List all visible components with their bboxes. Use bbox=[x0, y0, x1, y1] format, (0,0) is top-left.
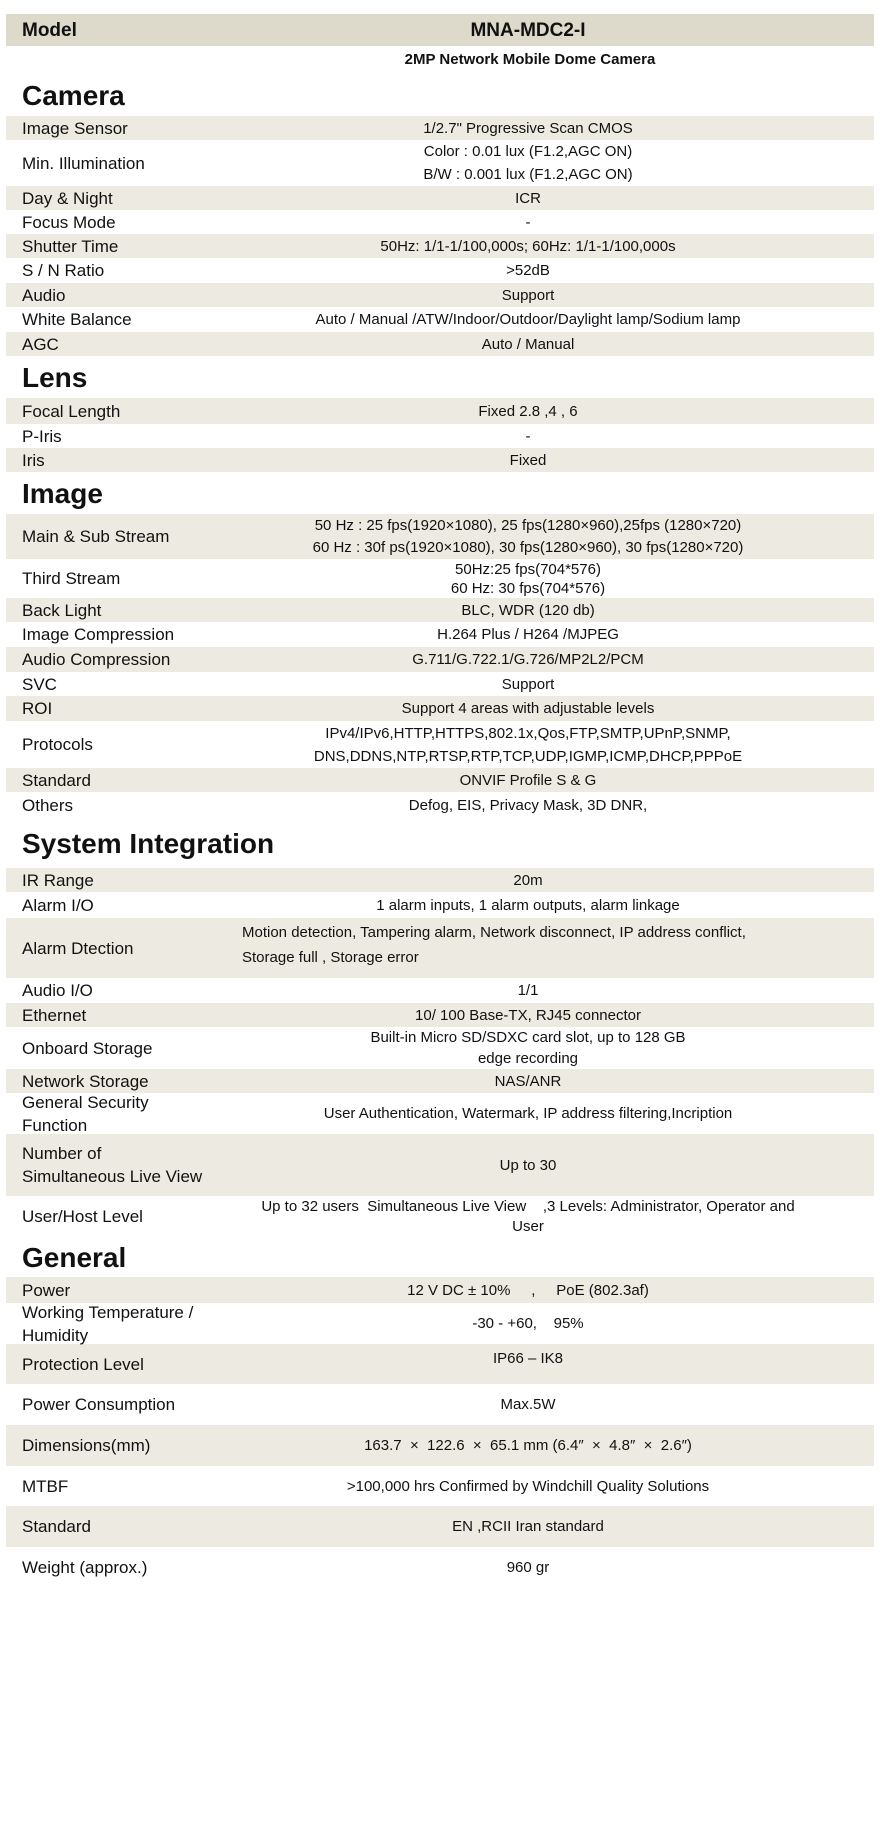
spec-value-line: >100,000 hrs Confirmed by Windchill Quality Solutions bbox=[346, 1477, 710, 1495]
spec-label: S / N Ratio bbox=[22, 261, 105, 280]
spec-label: Iris bbox=[22, 450, 45, 470]
spec-label: Standard bbox=[22, 1517, 91, 1536]
spec-value-line: 1/2.7" Progressive Scan CMOS bbox=[423, 119, 633, 137]
spec-value-line: Color : 0.01 lux (F1.2,AGC ON) bbox=[423, 143, 633, 160]
spec-value bbox=[206, 647, 874, 672]
spec-value bbox=[206, 918, 874, 970]
model-row bbox=[6, 14, 874, 46]
spec-row-audio-compression bbox=[6, 647, 874, 672]
spec-label: Back Light bbox=[22, 600, 102, 620]
spec-row-user-host-level bbox=[6, 1196, 874, 1237]
spec-row-dimensions-mm bbox=[6, 1425, 874, 1466]
spec-row-alarm-dtection bbox=[6, 918, 874, 978]
section-title-camera: Camera bbox=[22, 80, 125, 111]
spec-row-svc bbox=[6, 672, 874, 696]
spec-row-white-balance bbox=[6, 307, 874, 332]
spec-value-line: 60 Hz : 30f ps(1920×1080), 30 fps(1280×960), 30 fps(1280×720) bbox=[312, 538, 744, 556]
spec-value bbox=[206, 793, 874, 818]
spec-label: Audio bbox=[22, 285, 66, 305]
spec-value bbox=[206, 399, 874, 424]
spec-label: Focus Mode bbox=[22, 212, 116, 232]
spec-row-standard bbox=[6, 1506, 874, 1547]
spec-value bbox=[206, 1474, 874, 1499]
spec-label: Others bbox=[22, 795, 74, 815]
spec-value-line: Storage full , Storage error bbox=[242, 949, 419, 966]
spec-value bbox=[206, 1027, 874, 1069]
section-title-image: Image bbox=[22, 478, 103, 509]
spec-value-line: G.711/G.722.1/G.726/MP2L2/PCM bbox=[412, 651, 644, 668]
spec-row-standard bbox=[6, 768, 874, 792]
spec-label: Image Sensor bbox=[22, 118, 128, 138]
spec-value bbox=[206, 1278, 874, 1303]
spec-row-s-n-ratio bbox=[6, 258, 874, 283]
spec-label: Third Stream bbox=[22, 569, 121, 588]
spec-value bbox=[206, 1197, 874, 1237]
spec-value bbox=[206, 598, 874, 623]
spec-label: Min. Illumination bbox=[22, 153, 145, 173]
spec-value-line: Fixed bbox=[509, 451, 547, 469]
spec-value-line: -30 - +60, 95% bbox=[472, 1315, 584, 1332]
spec-value-line: >52dB bbox=[506, 262, 550, 279]
spec-value-line: 50Hz:25 fps(704*576) bbox=[455, 560, 601, 578]
spec-label: SVC bbox=[22, 674, 57, 694]
spec-row-onboard-storage bbox=[6, 1027, 874, 1069]
spec-value-line: - bbox=[525, 427, 531, 445]
spec-value-line: - bbox=[525, 213, 531, 231]
spec-value bbox=[206, 1514, 874, 1539]
spec-label: Working Temperature / Humidity bbox=[22, 1302, 194, 1345]
spec-value-line: 1 alarm inputs, 1 alarm outputs, alarm linkage bbox=[376, 896, 680, 914]
spec-value bbox=[206, 978, 874, 1003]
spec-value bbox=[206, 1101, 874, 1126]
spec-value bbox=[206, 893, 874, 918]
model-value: MNA-MDC2-I bbox=[470, 19, 586, 41]
spec-value-line: IPv4/IPv6,HTTP,HTTPS,802.1x,Qos,FTP,SMTP,UPnP,SNMP, bbox=[325, 724, 731, 742]
spec-value-line: User Authentication, Watermark, IP address filtering,Incription bbox=[323, 1105, 733, 1122]
spec-value bbox=[206, 186, 874, 211]
spec-value-line: Motion detection, Tampering alarm, Network disconnect, IP address conflict, bbox=[242, 924, 746, 941]
spec-value bbox=[206, 234, 874, 259]
spec-value-line: Auto / Manual bbox=[481, 335, 575, 353]
spec-value-line: EN ,RCII Iran standard bbox=[452, 1518, 604, 1535]
spec-row-audio-i-o bbox=[6, 978, 874, 1003]
spec-value bbox=[206, 1433, 874, 1458]
spec-row-working-temperature-humidity bbox=[6, 1303, 874, 1344]
spec-value bbox=[206, 140, 874, 186]
spec-value bbox=[206, 307, 874, 332]
spec-value-line: 12 V DC ± 10% , PoE (802.3af) bbox=[407, 1281, 649, 1299]
spec-label: General Security Function bbox=[22, 1092, 149, 1135]
spec-value-line: Up to 32 users Simultaneous Live View ,3 Levels: Administrator, Operator and bbox=[261, 1197, 795, 1215]
spec-row-iris bbox=[6, 448, 874, 472]
spec-label: Day & Night bbox=[22, 188, 113, 208]
spec-value bbox=[206, 672, 874, 697]
spec-label: Focal Length bbox=[22, 401, 121, 421]
spec-value bbox=[206, 622, 874, 647]
spec-value-line: 163.7 × 122.6 × 65.1 mm (6.4″ × 4.8″ × 2.6″) bbox=[364, 1437, 692, 1454]
spec-label: White Balance bbox=[22, 310, 132, 329]
spec-row-general-security-function bbox=[6, 1093, 874, 1134]
spec-label: Protection Level bbox=[22, 1354, 144, 1374]
spec-value-line: IP66 – IK8 bbox=[492, 1350, 564, 1367]
spec-label: Standard bbox=[22, 770, 91, 790]
spec-label: Audio Compression bbox=[22, 650, 171, 669]
spec-value-line: 10/ 100 Base-TX, RJ45 connector bbox=[415, 1006, 641, 1024]
spec-value bbox=[206, 424, 874, 449]
spec-value bbox=[206, 210, 874, 235]
spec-value bbox=[206, 1311, 874, 1336]
spec-row-alarm-i-o bbox=[6, 892, 874, 918]
section-title-general: General bbox=[22, 1242, 127, 1273]
spec-label: Protocols bbox=[22, 735, 93, 754]
spec-row-mtbf bbox=[6, 1466, 874, 1506]
spec-row-p-iris bbox=[6, 424, 874, 448]
spec-value bbox=[206, 722, 874, 768]
section-title-lens: Lens bbox=[22, 362, 88, 393]
spec-row-power bbox=[6, 1277, 874, 1303]
spec-value-line: Up to 30 bbox=[499, 1156, 557, 1174]
spec-value-line: Built-in Micro SD/SDXC card slot, up to 128 GB bbox=[370, 1029, 686, 1046]
spec-value-line: Fixed 2.8 ,4 , 6 bbox=[478, 402, 578, 420]
section-title-system-integration: System Integration bbox=[22, 828, 275, 859]
spec-row-ethernet bbox=[6, 1003, 874, 1027]
spec-row-ir-range bbox=[6, 868, 874, 892]
spec-label: Alarm I/O bbox=[22, 895, 94, 915]
spec-value-line: 50Hz: 1/1-1/100,000s; 60Hz: 1/1-1/100,000s bbox=[380, 237, 676, 255]
spec-value-line: H.264 Plus / H264 /MJPEG bbox=[437, 626, 619, 643]
spec-value-line: BLC, WDR (120 db) bbox=[461, 601, 595, 619]
spec-row-image-sensor bbox=[6, 116, 874, 140]
spec-value bbox=[206, 116, 874, 141]
spec-row-focal-length bbox=[6, 398, 874, 424]
spec-value bbox=[206, 1003, 874, 1028]
spec-value bbox=[206, 768, 874, 793]
spec-sections bbox=[6, 74, 874, 1587]
spec-value-line: ONVIF Profile S & G bbox=[459, 771, 597, 789]
spec-row-roi bbox=[6, 696, 874, 721]
spec-value bbox=[206, 283, 874, 308]
spec-row-third-stream bbox=[6, 559, 874, 598]
spec-row-power-consumption bbox=[6, 1384, 874, 1425]
spec-value bbox=[206, 1392, 874, 1417]
spec-row-number-of-simultaneous-live-view bbox=[6, 1134, 874, 1196]
spec-row-min-illumination bbox=[6, 140, 874, 186]
spec-value-line: User bbox=[512, 1217, 544, 1235]
spec-label: Audio I/O bbox=[22, 981, 93, 1000]
spec-label: Alarm Dtection bbox=[22, 938, 134, 958]
spec-value-line: DNS,DDNS,NTP,RTSP,RTP,TCP,UDP,IGMP,ICMP,DHCP,PPPoE bbox=[313, 747, 743, 765]
spec-value-line: edge recording bbox=[477, 1050, 579, 1067]
spec-value bbox=[206, 1555, 874, 1580]
spec-label: Shutter Time bbox=[22, 236, 119, 256]
spec-value bbox=[206, 1069, 874, 1094]
spec-value-line: NAS/ANR bbox=[494, 1072, 562, 1090]
spec-row-agc bbox=[6, 332, 874, 356]
spec-value-line: Max.5W bbox=[500, 1396, 556, 1413]
spec-value-line: 1/1 bbox=[517, 982, 539, 999]
spec-row-protocols bbox=[6, 721, 874, 768]
spec-value-line: 60 Hz: 30 fps(704*576) bbox=[450, 579, 606, 597]
spec-row-weight-approx bbox=[6, 1547, 874, 1587]
spec-value-line: ICR bbox=[515, 189, 541, 207]
spec-value-line: Support bbox=[501, 675, 555, 693]
spec-value bbox=[206, 515, 874, 559]
spec-label: Image Compression bbox=[22, 625, 175, 644]
spec-sheet bbox=[6, 14, 874, 1587]
spec-row-shutter-time bbox=[6, 234, 874, 258]
spec-row-others bbox=[6, 792, 874, 818]
spec-label: Weight (approx.) bbox=[22, 1557, 148, 1577]
spec-value-line: Support 4 areas with adjustable levels bbox=[401, 700, 655, 717]
spec-value bbox=[206, 258, 874, 283]
spec-value bbox=[206, 696, 874, 721]
spec-value-line: 960 gr bbox=[506, 1558, 550, 1576]
spec-label: IR Range bbox=[22, 870, 94, 890]
spec-label: Main & Sub Stream bbox=[22, 527, 170, 546]
spec-label: User/Host Level bbox=[22, 1207, 143, 1226]
spec-row-day-night bbox=[6, 186, 874, 210]
spec-label: P-Iris bbox=[22, 426, 62, 446]
spec-row-protection-level bbox=[6, 1344, 874, 1384]
spec-label: Onboard Storage bbox=[22, 1038, 153, 1058]
spec-label: ROI bbox=[22, 699, 53, 718]
spec-value-line: B/W : 0.001 lux (F1.2,AGC ON) bbox=[423, 166, 633, 183]
spec-row-focus-mode bbox=[6, 210, 874, 234]
spec-value bbox=[206, 448, 874, 473]
spec-label: Power bbox=[22, 1280, 71, 1300]
spec-label: Network Storage bbox=[22, 1071, 149, 1091]
spec-label: Number of Simultaneous Live View bbox=[22, 1144, 203, 1186]
spec-label: Ethernet bbox=[22, 1005, 87, 1025]
spec-row-audio bbox=[6, 283, 874, 307]
spec-row-image-compression bbox=[6, 622, 874, 647]
spec-value bbox=[206, 560, 874, 598]
spec-row-network-storage bbox=[6, 1069, 874, 1093]
spec-value-line: 20m bbox=[513, 871, 543, 889]
spec-row-main-sub-stream bbox=[6, 514, 874, 559]
spec-value bbox=[206, 1344, 874, 1371]
spec-value-line: Auto / Manual /ATW/Indoor/Outdoor/Daylight lamp/Sodium lamp bbox=[315, 311, 741, 328]
spec-value bbox=[206, 1153, 874, 1178]
spec-label: MTBF bbox=[22, 1476, 69, 1496]
spec-label: Power Consumption bbox=[22, 1395, 176, 1414]
spec-row-back-light bbox=[6, 598, 874, 622]
model-label: Model bbox=[22, 19, 77, 41]
spec-value bbox=[206, 868, 874, 893]
spec-label: Dimensions(mm) bbox=[22, 1436, 151, 1455]
spec-value-line: Defog, EIS, Privacy Mask, 3D DNR, bbox=[408, 796, 648, 814]
spec-value-line: Support bbox=[501, 286, 555, 304]
spec-label: AGC bbox=[22, 334, 59, 354]
spec-value-line: 50 Hz : 25 fps(1920×1080), 25 fps(1280×960),25fps (1280×720) bbox=[314, 516, 742, 534]
spec-value bbox=[206, 332, 874, 357]
product-subtitle: 2MP Network Mobile Dome Camera bbox=[404, 51, 656, 68]
